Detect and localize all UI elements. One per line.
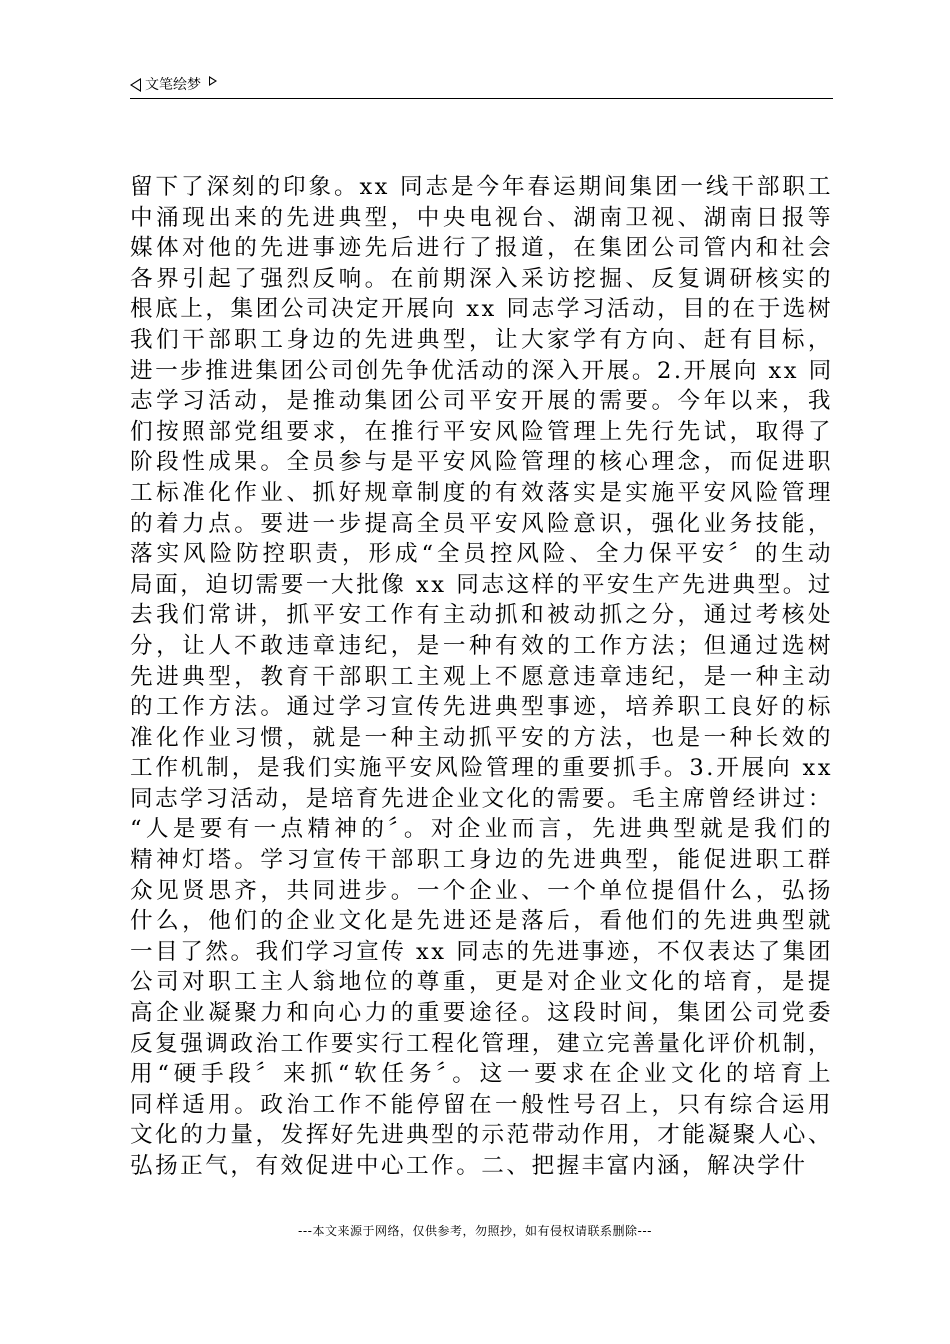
body-line: 的着力点。要进一步提高全员平安风险意识，强化业务技能， <box>130 510 833 537</box>
body-line: 媒体对他的先进事迹先后进行了报道，在集团公司管内和社会 <box>130 235 833 262</box>
body-line: 进一步推进集团公司创先争优活动的深入开展。2.开展向 xx 同 <box>130 357 834 384</box>
header-divider <box>130 98 833 99</box>
body-line: 文化的力量，发挥好先进典型的示范带动作用，才能凝聚人心、 <box>130 1122 833 1149</box>
body-line: 的工作方法。通过学习宣传先进典型事迹，培养职工良好的标 <box>130 694 833 721</box>
header-brand <box>130 76 217 94</box>
body-line: 分，让人不敢违章违纪，是一种有效的工作方法；但通过选树 <box>130 632 833 659</box>
body-line: 落实风险防控职责，形成“全员控风险、全力保平安〞的生动 <box>130 541 833 568</box>
body-line: 中涌现出来的先进典型，中央电视台、湖南卫视、湖南日报等 <box>130 204 833 231</box>
body-line: 准化作业习惯，就是一种主动抓平安的方法，也是一种长效的 <box>130 724 833 751</box>
body-line: “人是要有一点精神的〞。对企业而言，先进典型就是我们的 <box>130 816 833 843</box>
body-line: 工标准化作业、抓好规章制度的有效落实是实施平安风险管理 <box>130 479 833 506</box>
body-line: 众见贤思齐，共同进步。一个企业、一个单位提倡什么，弘扬 <box>130 877 833 904</box>
footer-notice: ---本文来源于网络，仅供参考，勿照抄，如有侵权请联系删除--- <box>298 1224 652 1238</box>
body-line: 留下了深刻的印象。xx 同志是今年春运期间集团一线干部职工 <box>130 174 833 200</box>
body-line: 根底上，集团公司决定开展向 xx 同志学习活动，目的在于选树 <box>130 296 833 323</box>
body-line: 用“硬手段〞来抓“软任务〞。这一要求在企业文化的培育上 <box>130 1061 833 1088</box>
body-line: 阶段性成果。全员参与是平安风险管理的核心理念，而促进职 <box>130 449 833 476</box>
body-line: 公司对职工主人翁地位的尊重，更是对企业文化的培育，是提 <box>130 969 833 996</box>
body-line: 各界引起了强烈反响。在前期深入采访挖掘、反复调研核实的 <box>130 265 833 292</box>
body-line: 去我们常讲，抓平安工作有主动抓和被动抓之分，通过考核处 <box>130 602 833 629</box>
body-line: 先进典型，教育干部职工主观上不愿意违章违纪，是一种主动 <box>130 663 833 690</box>
body-line: 精神灯塔。学习宣传干部职工身边的先进典型，能促进职工群 <box>130 847 833 874</box>
body-line: 什么，他们的企业文化是先进还是落后，看他们的先进典型就 <box>130 908 833 935</box>
body-line: 高企业凝聚力和向心力的重要途径。这段时间，集团公司党委 <box>130 1000 833 1027</box>
triangle-left-icon <box>130 78 141 92</box>
body-line: 我们干部职工身边的先进典型，让大家学有方向、赶有目标， <box>130 326 833 353</box>
body-line: 同志学习活动，是培育先进企业文化的需要。毛主席曾经讲过： <box>130 785 833 812</box>
page-header <box>130 76 833 98</box>
body-line: 们按照部党组要求，在推行平安风险管理上先行先试，取得了 <box>130 418 833 445</box>
body-line: 一目了然。我们学习宣传 xx 同志的先进事迹，不仅表达了集团 <box>130 938 833 965</box>
body-line: 志学习活动，是推动集团公司平安开展的需要。今年以来，我 <box>130 388 833 415</box>
body-line: 弘扬正气，有效促进中心工作。二、把握丰富内涵，解决学什 <box>130 1153 808 1179</box>
triangle-right-icon <box>209 76 217 86</box>
document-body <box>130 172 833 1182</box>
brand-name: 文笔绘梦 <box>145 77 201 93</box>
body-line: 工作机制，是我们实施平安风险管理的重要抓手。3.开展向 xx <box>130 755 833 782</box>
body-line: 局面，迫切需要一大批像 xx 同志这样的平安生产先进典型。过 <box>130 571 833 598</box>
body-line: 同样适用。政治工作不能停留在一般性号召上，只有综合运用 <box>130 1091 833 1118</box>
body-line: 反复强调政治工作要实行工程化管理，建立完善量化评价机制， <box>130 1030 833 1057</box>
